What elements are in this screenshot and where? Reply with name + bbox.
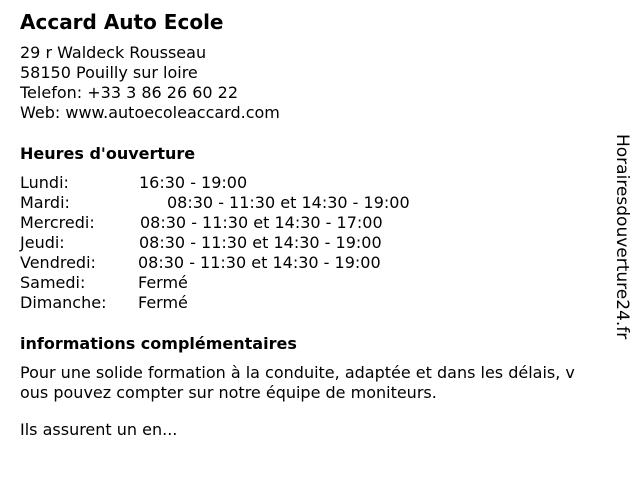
time-value: 08:30 - 11:30 et 14:30 - 19:00 — [167, 193, 410, 212]
day-label: Vendredi: — [20, 253, 96, 272]
time-value: 08:30 - 11:30 et 14:30 - 19:00 — [139, 233, 382, 252]
day-label: Lundi: — [20, 173, 69, 192]
phone-number[interactable]: Telefon: +33 3 86 26 60 22 — [20, 83, 239, 102]
description-text — [20, 363, 630, 403]
day-label: Mercredi: — [20, 213, 95, 232]
additional-info-heading: informations complémentaires — [20, 334, 297, 353]
time-value: 08:30 - 11:30 et 14:30 - 17:00 — [140, 213, 383, 232]
business-name: Accard Auto Ecole — [20, 10, 224, 34]
time-value: 08:30 - 11:30 et 14:30 - 19:00 — [138, 253, 381, 272]
description-line: Pour une solide formation à la conduite, adaptée et dans les délais, v — [20, 363, 575, 382]
address-street: 29 r Waldeck Rousseau — [20, 43, 207, 62]
description-line: ous pouvez compter sur notre équipe de moniteurs. — [20, 383, 437, 402]
contact-block — [20, 43, 280, 123]
time-value: Fermé — [138, 273, 188, 292]
time-value: 16:30 - 19:00 — [139, 173, 248, 192]
day-label: Dimanche: — [20, 293, 107, 312]
day-label: Samedi: — [20, 273, 86, 292]
address-city: 58150 Pouilly sur loire — [20, 63, 198, 82]
opening-hours-heading: Heures d'ouverture — [20, 144, 196, 163]
time-value: Fermé — [138, 293, 188, 312]
website-link[interactable]: Web: www.autoecoleaccard.com — [20, 103, 280, 122]
site-watermark: Horairesdouverture24.fr — [612, 134, 632, 340]
day-label: Jeudi: — [20, 233, 65, 252]
day-label: Mardi: — [20, 193, 70, 212]
description-teaser: Ils assurent un en... — [20, 420, 178, 439]
